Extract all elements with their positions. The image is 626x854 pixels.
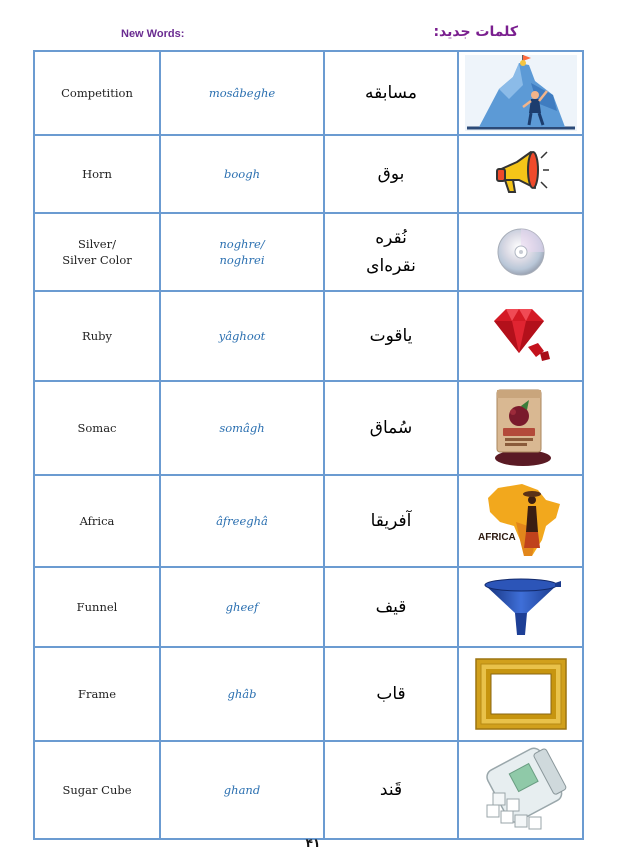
english-word-line: Silver/ — [78, 237, 116, 251]
english-word: Funnel — [34, 567, 160, 647]
illustration-cell — [458, 51, 583, 135]
english-word: Frame — [34, 647, 160, 741]
sugar-cube-jar-icon — [473, 747, 569, 833]
transliteration: ghâb — [160, 647, 324, 741]
transliteration: âfreeghâ — [160, 475, 324, 567]
persian-word: آفریقا — [324, 475, 458, 567]
vocabulary-table — [33, 50, 584, 840]
transliteration: boogh — [160, 135, 324, 213]
new-words-title: New Words: — [121, 28, 185, 40]
table-row — [34, 647, 583, 741]
transliteration-line: noghre/ — [219, 237, 265, 251]
illustration-cell — [458, 291, 583, 381]
english-word: Africa — [34, 475, 160, 567]
persian-new-words-title: کلمات جدید: — [433, 24, 518, 40]
sumac-bag-icon — [489, 386, 553, 470]
transliteration: ghand — [160, 741, 324, 839]
ruby-gem-icon — [488, 307, 554, 365]
table-row — [34, 51, 583, 135]
funnel-icon — [479, 575, 563, 639]
persian-word: قاب — [324, 647, 458, 741]
illustration-cell — [458, 475, 583, 567]
english-word: Competition — [34, 51, 160, 135]
mountain-climber-icon — [465, 55, 577, 131]
english-word: Somac — [34, 381, 160, 475]
english-word — [34, 213, 160, 291]
table-row — [34, 291, 583, 381]
persian-word — [324, 213, 458, 291]
illustration-cell — [458, 567, 583, 647]
persian-word: قَند — [324, 741, 458, 839]
persian-word: بوق — [324, 135, 458, 213]
picture-frame-icon — [475, 658, 567, 730]
table-row — [34, 213, 583, 291]
persian-word: سُماق — [324, 381, 458, 475]
persian-word-line: نُقره — [375, 228, 407, 248]
english-word: Horn — [34, 135, 160, 213]
table-row — [34, 381, 583, 475]
transliteration-line: noghrei — [219, 253, 265, 267]
persian-word: مسابقه — [324, 51, 458, 135]
illustration-cell — [458, 741, 583, 839]
illustration-cell — [458, 381, 583, 475]
megaphone-icon — [491, 144, 551, 204]
page-number: ۴۱ — [305, 836, 321, 850]
illustration-cell — [458, 213, 583, 291]
illustration-cell — [458, 135, 583, 213]
table-row — [34, 567, 583, 647]
illustration-cell — [458, 647, 583, 741]
persian-word-line: نقره‌ای — [366, 256, 416, 276]
transliteration — [160, 213, 324, 291]
table-row — [34, 741, 583, 839]
english-word: Sugar Cube — [34, 741, 160, 839]
english-word-line: Silver Color — [62, 253, 132, 267]
transliteration: yâghoot — [160, 291, 324, 381]
persian-word: قیف — [324, 567, 458, 647]
silver-disc-icon — [495, 226, 547, 278]
persian-word: یاقوت — [324, 291, 458, 381]
africa-label: AFRICA — [477, 532, 516, 543]
transliteration: mosâbeghe — [160, 51, 324, 135]
transliteration: gheef — [160, 567, 324, 647]
table-row — [34, 135, 583, 213]
transliteration: somâgh — [160, 381, 324, 475]
africa-map-icon — [476, 482, 566, 560]
english-word: Ruby — [34, 291, 160, 381]
table-row — [34, 475, 583, 567]
